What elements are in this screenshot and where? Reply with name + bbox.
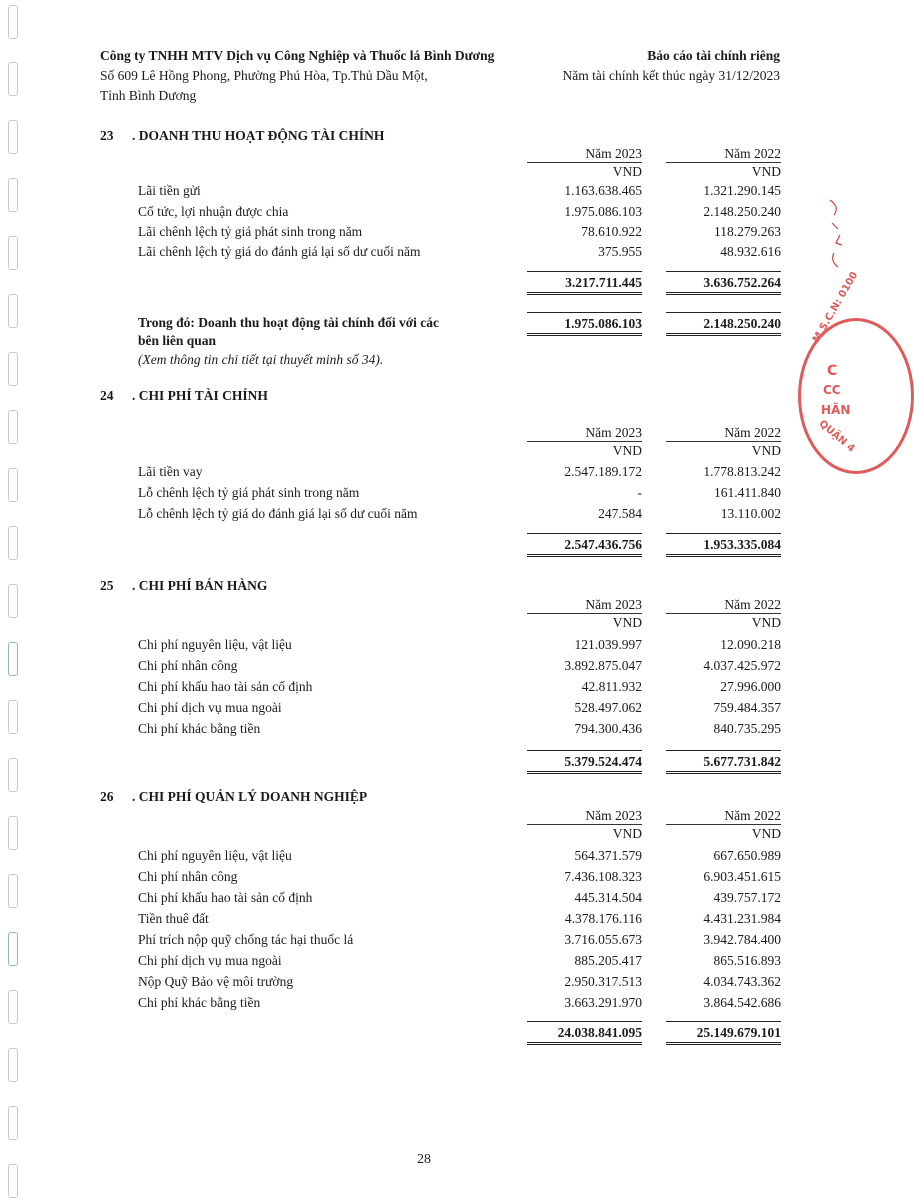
table-row	[0, 244, 848, 265]
row-label: Chi phí khấu hao tài sản cố định	[138, 679, 313, 694]
row-label: Chi phí khác bằng tiền	[138, 995, 261, 1010]
section-title: . CHI PHÍ TÀI CHÍNH	[132, 388, 268, 403]
value-2023: 2.547.189.172	[564, 464, 642, 479]
binder-hole	[8, 526, 18, 560]
value-2022: 13.110.002	[720, 506, 781, 521]
total-2023: 2.547.436.756	[527, 533, 642, 557]
company-name: Công ty TNHH MTV Dịch vụ Công Nghiệp và Thuốc lá Bình Dương	[100, 48, 495, 63]
value-2023: 78.610.922	[581, 224, 642, 239]
section-heading-26	[100, 789, 367, 805]
report-title: Báo cáo tài chính riêng	[647, 48, 780, 63]
company-address-line2: Tỉnh Bình Dương	[100, 88, 197, 103]
row-label: Chi phí khấu hao tài sản cố định	[138, 890, 313, 905]
row-label: Lãi chênh lệch tỷ giá do đánh giá lại số dư cuối năm	[138, 244, 421, 259]
table-row	[0, 721, 848, 742]
unit-label: VND	[751, 615, 781, 630]
seal-text-a: C	[827, 363, 838, 379]
value-2023: -	[637, 485, 642, 500]
section-number: 23	[100, 128, 114, 143]
value-2022: 3.942.784.400	[703, 932, 781, 947]
value-2023: 7.436.108.323	[564, 869, 642, 884]
row-label: Lãi tiền gửi	[138, 183, 201, 198]
column-header-2022: Năm 2022	[666, 807, 781, 825]
value-2023: 1.975.086.103	[564, 204, 642, 219]
section-heading-23	[100, 128, 384, 144]
row-label: Chi phí nhân công	[138, 869, 238, 884]
value-2022: 12.090.218	[720, 637, 781, 652]
value-2023: 2.950.317.513	[564, 974, 642, 989]
row-label: Nộp Quỹ Bảo vệ môi trường	[138, 974, 294, 989]
section-number: 26	[100, 789, 114, 804]
table-row	[0, 637, 848, 658]
unit-label: VND	[751, 826, 781, 841]
value-2023: 528.497.062	[574, 700, 642, 715]
row-label: Lãi tiền vay	[138, 464, 203, 479]
table-row	[0, 974, 848, 995]
value-2022: 4.431.231.984	[703, 911, 781, 926]
binder-hole	[8, 120, 18, 154]
value-2022: 161.411.840	[714, 485, 781, 500]
binder-hole	[8, 5, 18, 39]
table-row	[0, 679, 848, 700]
binder-hole	[8, 352, 18, 386]
table-row	[0, 224, 848, 245]
related-party-2022: 2.148.250.240	[666, 312, 781, 336]
binder-hole	[8, 816, 18, 850]
unit-label: VND	[612, 615, 642, 630]
value-2022: 439.757.172	[713, 890, 781, 905]
table-row	[0, 869, 848, 890]
table-row	[0, 848, 848, 869]
binder-hole	[8, 1106, 18, 1140]
table-row	[0, 700, 848, 721]
row-label: Tiền thuê đất	[138, 911, 209, 926]
value-2022: 4.037.425.972	[703, 658, 781, 673]
value-2023: 4.378.176.116	[564, 911, 642, 926]
section-heading-24	[100, 388, 268, 404]
table-row	[0, 485, 848, 506]
column-header-2023: Năm 2023	[527, 424, 642, 442]
value-2022: 4.034.743.362	[703, 974, 781, 989]
section-number: 24	[100, 388, 114, 403]
binder-hole	[8, 758, 18, 792]
related-party-label-line1: Trong đó: Doanh thu hoạt động tài chính đối với các	[138, 315, 440, 330]
binder-hole	[8, 62, 18, 96]
value-2023: 42.811.932	[581, 679, 642, 694]
row-label: Lỗ chênh lệch tỷ giá do đánh giá lại số dư cuối năm	[138, 506, 418, 521]
row-label: Lãi chênh lệch tỷ giá phát sinh trong năm	[138, 224, 363, 239]
value-2022: 840.735.295	[713, 721, 781, 736]
table-row	[0, 464, 848, 485]
value-2022: 1.321.290.145	[703, 183, 781, 198]
section-title: . DOANH THU HOẠT ĐỘNG TÀI CHÍNH	[132, 128, 385, 143]
binder-hole	[8, 1048, 18, 1082]
total-2023: 5.379.524.474	[527, 750, 642, 774]
binder-holes	[5, 0, 23, 1200]
total-2023: 24.038.841.095	[527, 1021, 642, 1045]
section-heading-25	[100, 578, 267, 594]
value-2022: 2.148.250.240	[703, 204, 781, 219]
unit-label: VND	[751, 164, 781, 179]
binder-hole	[8, 584, 18, 618]
table-row	[0, 911, 848, 932]
total-2023: 3.217.711.445	[527, 271, 642, 295]
row-label: Chi phí nguyên liệu, vật liệu	[138, 848, 292, 863]
related-party-note: (Xem thông tin chi tiết tại thuyết minh số 34).	[138, 352, 384, 367]
section-title: . CHI PHÍ QUẢN LÝ DOANH NGHIỆP	[132, 789, 368, 804]
table-row	[0, 658, 848, 679]
row-label: Chi phí dịch vụ mua ngoài	[138, 700, 282, 715]
table-row	[0, 995, 848, 1016]
value-2023: 247.584	[598, 506, 642, 521]
value-2022: 759.484.357	[713, 700, 781, 715]
signature-mark	[826, 195, 846, 270]
value-2022: 1.778.813.242	[703, 464, 781, 479]
value-2022: 6.903.451.615	[703, 869, 781, 884]
column-header-2023: Năm 2023	[527, 596, 642, 614]
row-label: Chi phí khác bằng tiền	[138, 721, 261, 736]
value-2022: 3.864.542.686	[703, 995, 781, 1010]
unit-label: VND	[751, 443, 781, 458]
value-2023: 1.163.638.465	[564, 183, 642, 198]
column-header-2022: Năm 2022	[666, 596, 781, 614]
row-label: Lỗ chênh lệch tỷ giá phát sinh trong năm	[138, 485, 360, 500]
value-2023: 3.892.875.047	[564, 658, 642, 673]
binder-hole	[8, 410, 18, 444]
column-header-2022: Năm 2022	[666, 424, 781, 442]
value-2022: 118.279.263	[714, 224, 781, 239]
company-seal	[798, 270, 914, 474]
total-2022: 3.636.752.264	[666, 271, 781, 295]
value-2023: 885.205.417	[574, 953, 642, 968]
seal-text-c: HÃN	[821, 403, 851, 417]
seal-text-b: CC	[823, 383, 841, 397]
section-title: . CHI PHÍ BÁN HÀNG	[132, 578, 268, 593]
table-row	[0, 506, 848, 527]
related-party-label	[138, 314, 439, 350]
total-2022: 1.953.335.084	[666, 533, 781, 557]
binder-hole	[8, 294, 18, 328]
table-row	[0, 890, 848, 911]
binder-hole	[8, 1164, 18, 1198]
value-2023: 3.663.291.970	[564, 995, 642, 1010]
table-row	[0, 204, 848, 225]
seal-text-id: M.S.C.N: 0100	[811, 270, 861, 345]
total-2022: 25.149.679.101	[666, 1021, 781, 1045]
column-header-2023: Năm 2023	[527, 145, 642, 163]
signature-icon	[826, 195, 846, 270]
table-row	[0, 953, 848, 974]
value-2022: 865.516.893	[713, 953, 781, 968]
table-row	[0, 183, 848, 204]
value-2023: 375.955	[598, 244, 642, 259]
related-party-label-line2: bên liên quan	[138, 333, 217, 348]
row-label: Chi phí dịch vụ mua ngoài	[138, 953, 282, 968]
report-header	[563, 46, 780, 86]
value-2022: 27.996.000	[720, 679, 781, 694]
column-header-2022: Năm 2022	[666, 145, 781, 163]
value-2023: 3.716.055.673	[564, 932, 642, 947]
row-label: Chi phí nguyên liệu, vật liệu	[138, 637, 292, 652]
unit-label: VND	[612, 443, 642, 458]
value-2023: 445.314.504	[574, 890, 642, 905]
value-2023: 794.300.436	[574, 721, 642, 736]
section-number: 25	[100, 578, 114, 593]
related-party-2023: 1.975.086.103	[527, 312, 642, 336]
value-2023: 564.371.579	[574, 848, 642, 863]
seal-text-d: QUẬN 4	[816, 418, 857, 455]
page-number: 28	[417, 1152, 431, 1167]
unit-label: VND	[612, 826, 642, 841]
row-label: Phí trích nộp quỹ chống tác hại thuốc lá	[138, 932, 354, 947]
unit-label: VND	[612, 164, 642, 179]
row-label: Cổ tức, lợi nhuận được chia	[138, 204, 289, 219]
row-label: Chi phí nhân công	[138, 658, 238, 673]
total-2022: 5.677.731.842	[666, 750, 781, 774]
fiscal-year: Năm tài chính kết thúc ngày 31/12/2023	[562, 68, 780, 83]
column-header-2023: Năm 2023	[527, 807, 642, 825]
value-2022: 667.650.989	[713, 848, 781, 863]
value-2022: 48.932.616	[720, 244, 781, 259]
table-row	[0, 932, 848, 953]
value-2023: 121.039.997	[574, 637, 642, 652]
company-header	[100, 46, 494, 106]
company-address-line1: Số 609 Lê Hồng Phong, Phường Phú Hòa, Tp.Thủ Dầu Một,	[100, 68, 428, 83]
